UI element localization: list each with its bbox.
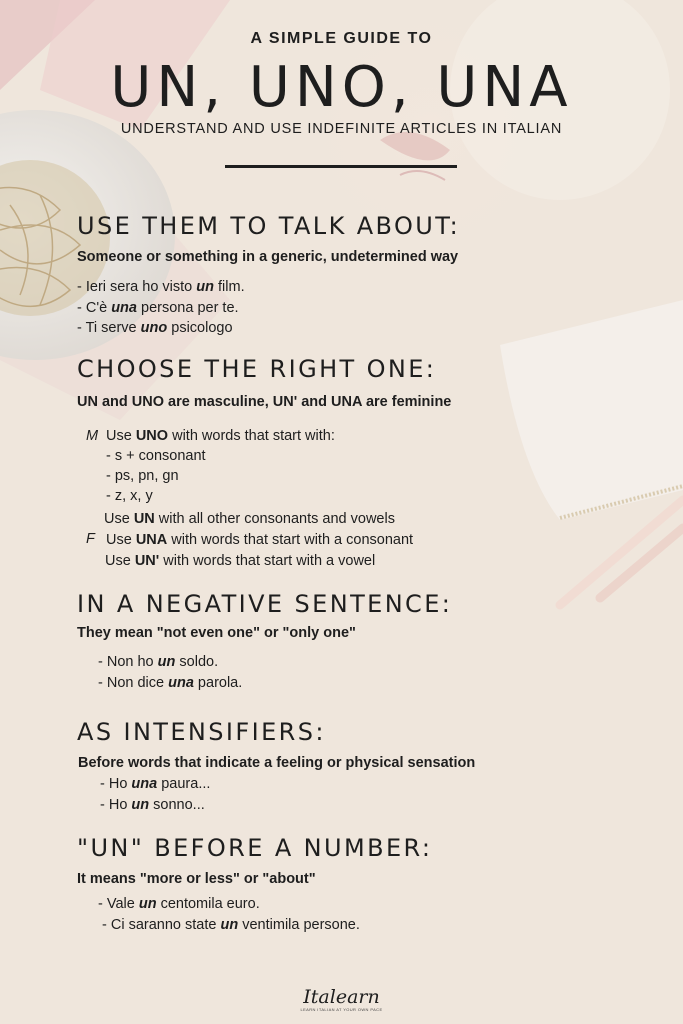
rule-line: Use UN with all other consonants and vowels xyxy=(104,511,395,527)
example-line: - Ho un sonno... xyxy=(100,796,205,813)
example-line: - Ieri sera ho visto un film. xyxy=(77,279,245,295)
example-line: - Ti serve uno psicologo xyxy=(77,320,233,336)
title-divider xyxy=(225,165,457,168)
rule-line: Use UNA with words that start with a consonant xyxy=(106,532,414,548)
example-list xyxy=(100,774,210,815)
section-lead: UN and UNO are masculine, UN' and UNA are feminine xyxy=(77,394,452,410)
rule-line: - ps, pn, gn xyxy=(106,468,179,484)
page-subtitle: UNDERSTAND AND USE INDEFINITE ARTICLES IN ITALIAN xyxy=(120,121,563,137)
section-heading-intensifiers: AS INTENSIFIERS: xyxy=(77,718,326,746)
example-line: - Ci saranno state un ventimila persone. xyxy=(102,917,360,933)
example-line: - Non ho un soldo. xyxy=(98,654,219,670)
masculine-label: M xyxy=(86,428,99,444)
rule-line: - s + consonant xyxy=(106,448,206,464)
example-line: - Non dice una parola. xyxy=(98,674,243,691)
example-line: - C'è una persona per te. xyxy=(77,299,239,316)
section-lead: It means "more or less" or "about" xyxy=(77,871,316,887)
italearn-logo: Italearn xyxy=(303,986,380,1008)
example-line: - Ho una paura... xyxy=(100,776,211,792)
section-heading-talk-about: USE THEM TO TALK ABOUT: xyxy=(77,212,461,240)
rule-line: Use UN' with words that start with a vowel xyxy=(105,553,376,569)
feminine-label: F xyxy=(86,531,95,547)
example-list xyxy=(77,277,245,339)
section-lead: They mean "not even one" or "only one" xyxy=(77,625,356,641)
section-heading-number: "UN" BEFORE A NUMBER: xyxy=(77,834,433,862)
section-heading-choose: CHOOSE THE RIGHT ONE: xyxy=(77,355,437,383)
logo-tagline: LEARN ITALIAN AT YOUR OWN PACE xyxy=(300,1007,383,1012)
section-lead: Before words that indicate a feeling or physical sensation xyxy=(78,755,476,771)
kicker-text: A SIMPLE GUIDE TO xyxy=(250,30,433,47)
section-heading-negative: IN A NEGATIVE SENTENCE: xyxy=(77,590,453,618)
page-title: UN, UNO, UNA xyxy=(110,55,573,120)
section-lead: Someone or something in a generic, undetermined way xyxy=(77,249,459,265)
example-line: - Vale un centomila euro. xyxy=(98,896,260,912)
rule-line: Use UNO with words that start with: xyxy=(106,428,335,444)
rule-line: - z, x, y xyxy=(106,488,153,504)
example-list xyxy=(98,652,242,693)
